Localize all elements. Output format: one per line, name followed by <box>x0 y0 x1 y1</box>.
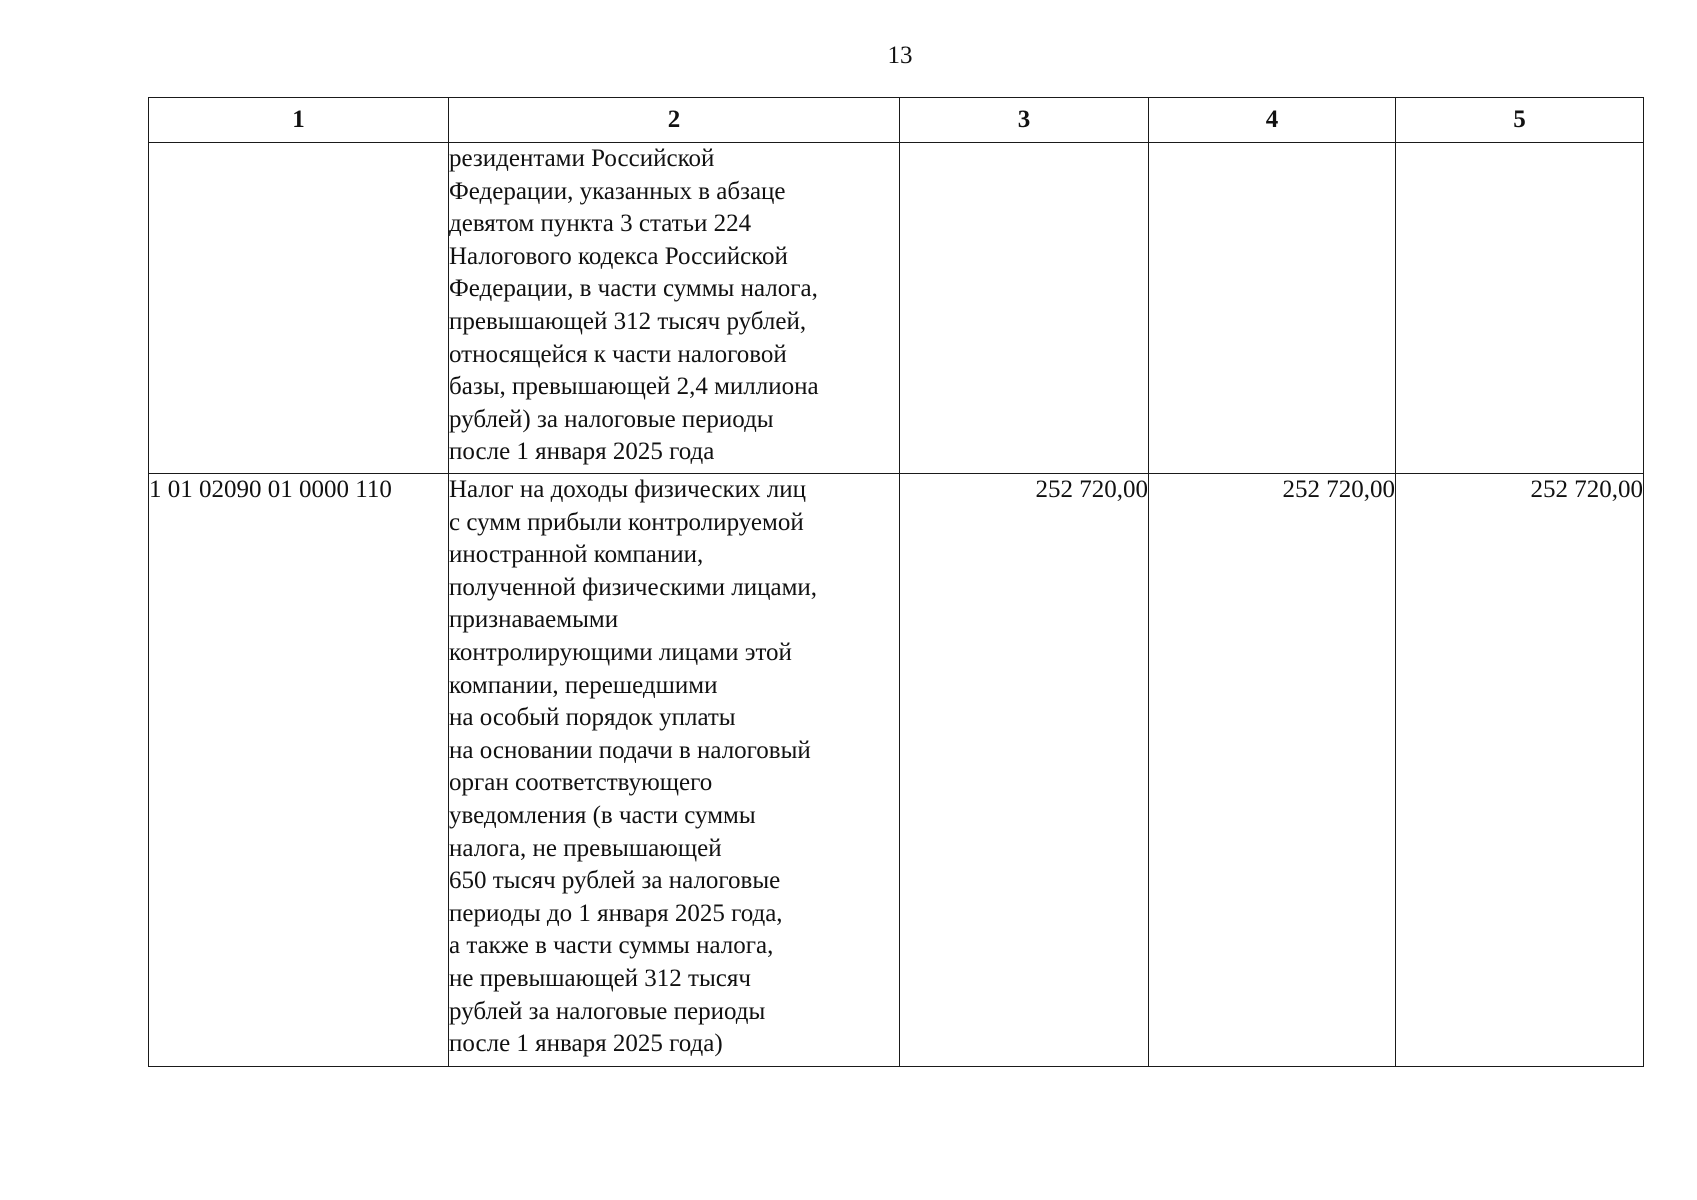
description-line: орган соответствующего <box>449 769 713 797</box>
header-col-2: 2 <box>449 98 900 143</box>
description-line: рублей за налоговые периоды <box>449 997 766 1025</box>
description-line: Налогового кодекса Российской <box>449 242 788 270</box>
description-line: после 1 января 2025 года <box>449 438 715 466</box>
header-col-4: 4 <box>1149 98 1396 143</box>
description-line: Налог на доходы физических лиц <box>449 476 806 503</box>
description-line: не превышающей 312 тысяч <box>449 964 751 992</box>
row-col5-value <box>1396 143 1644 474</box>
row-code-cell: 1 01 02090 01 0000 110 <box>149 474 449 1067</box>
description-line: признаваемыми <box>449 606 619 634</box>
header-row <box>149 98 1644 143</box>
page-number: 13 <box>887 42 913 69</box>
description-line: компании, перешедшими <box>449 671 718 699</box>
description-line: относящейся к части налоговой <box>449 340 787 368</box>
description-line: на основании подачи в налоговый <box>449 736 811 764</box>
description-line: Федерации, в части суммы налога, <box>449 275 818 303</box>
description-line: на особый порядок уплаты <box>449 704 736 732</box>
row-description-cell <box>449 143 900 474</box>
description-line: базы, превышающей 2,4 миллиона <box>449 373 819 401</box>
description-line: а также в части суммы налога, <box>449 932 774 960</box>
header-col-5: 5 <box>1396 98 1644 143</box>
row-col5-value: 252 720,00 <box>1396 474 1644 1067</box>
description-line: полученной физическими лицами, <box>449 573 818 601</box>
description-line: 650 тысяч рублей за налоговые <box>449 867 781 895</box>
description-line: иностранной компании, <box>449 541 704 569</box>
row-col3-value <box>900 143 1149 474</box>
row-col4-value <box>1149 143 1396 474</box>
description-line: превышающей 312 тысяч рублей, <box>449 307 807 335</box>
description-line: с сумм прибыли контролируемой <box>449 508 804 536</box>
description-line: после 1 января 2025 года) <box>449 1030 723 1058</box>
table-row <box>149 143 1644 474</box>
description-line: уведомления (в части суммы <box>449 801 756 829</box>
description-line: налога, не превышающей <box>449 834 722 862</box>
description-line: периоды до 1 января 2025 года, <box>449 899 783 927</box>
header-col-3: 3 <box>900 98 1149 143</box>
description-line: рублей) за налоговые периоды <box>449 405 774 433</box>
description-line: контролирующими лицами этой <box>449 638 792 666</box>
description-line: девятом пункта 3 статьи 224 <box>449 210 752 238</box>
row-col4-value: 252 720,00 <box>1149 474 1396 1067</box>
table-row <box>149 474 1644 1067</box>
description-line: Федерации, указанных в абзаце <box>449 177 786 205</box>
row-description-cell <box>449 474 900 1067</box>
header-col-1: 1 <box>149 98 449 143</box>
budget-table <box>148 97 1644 1067</box>
description-line: резидентами Российской <box>449 145 715 172</box>
row-code-cell <box>149 143 449 474</box>
row-col3-value: 252 720,00 <box>900 474 1149 1067</box>
